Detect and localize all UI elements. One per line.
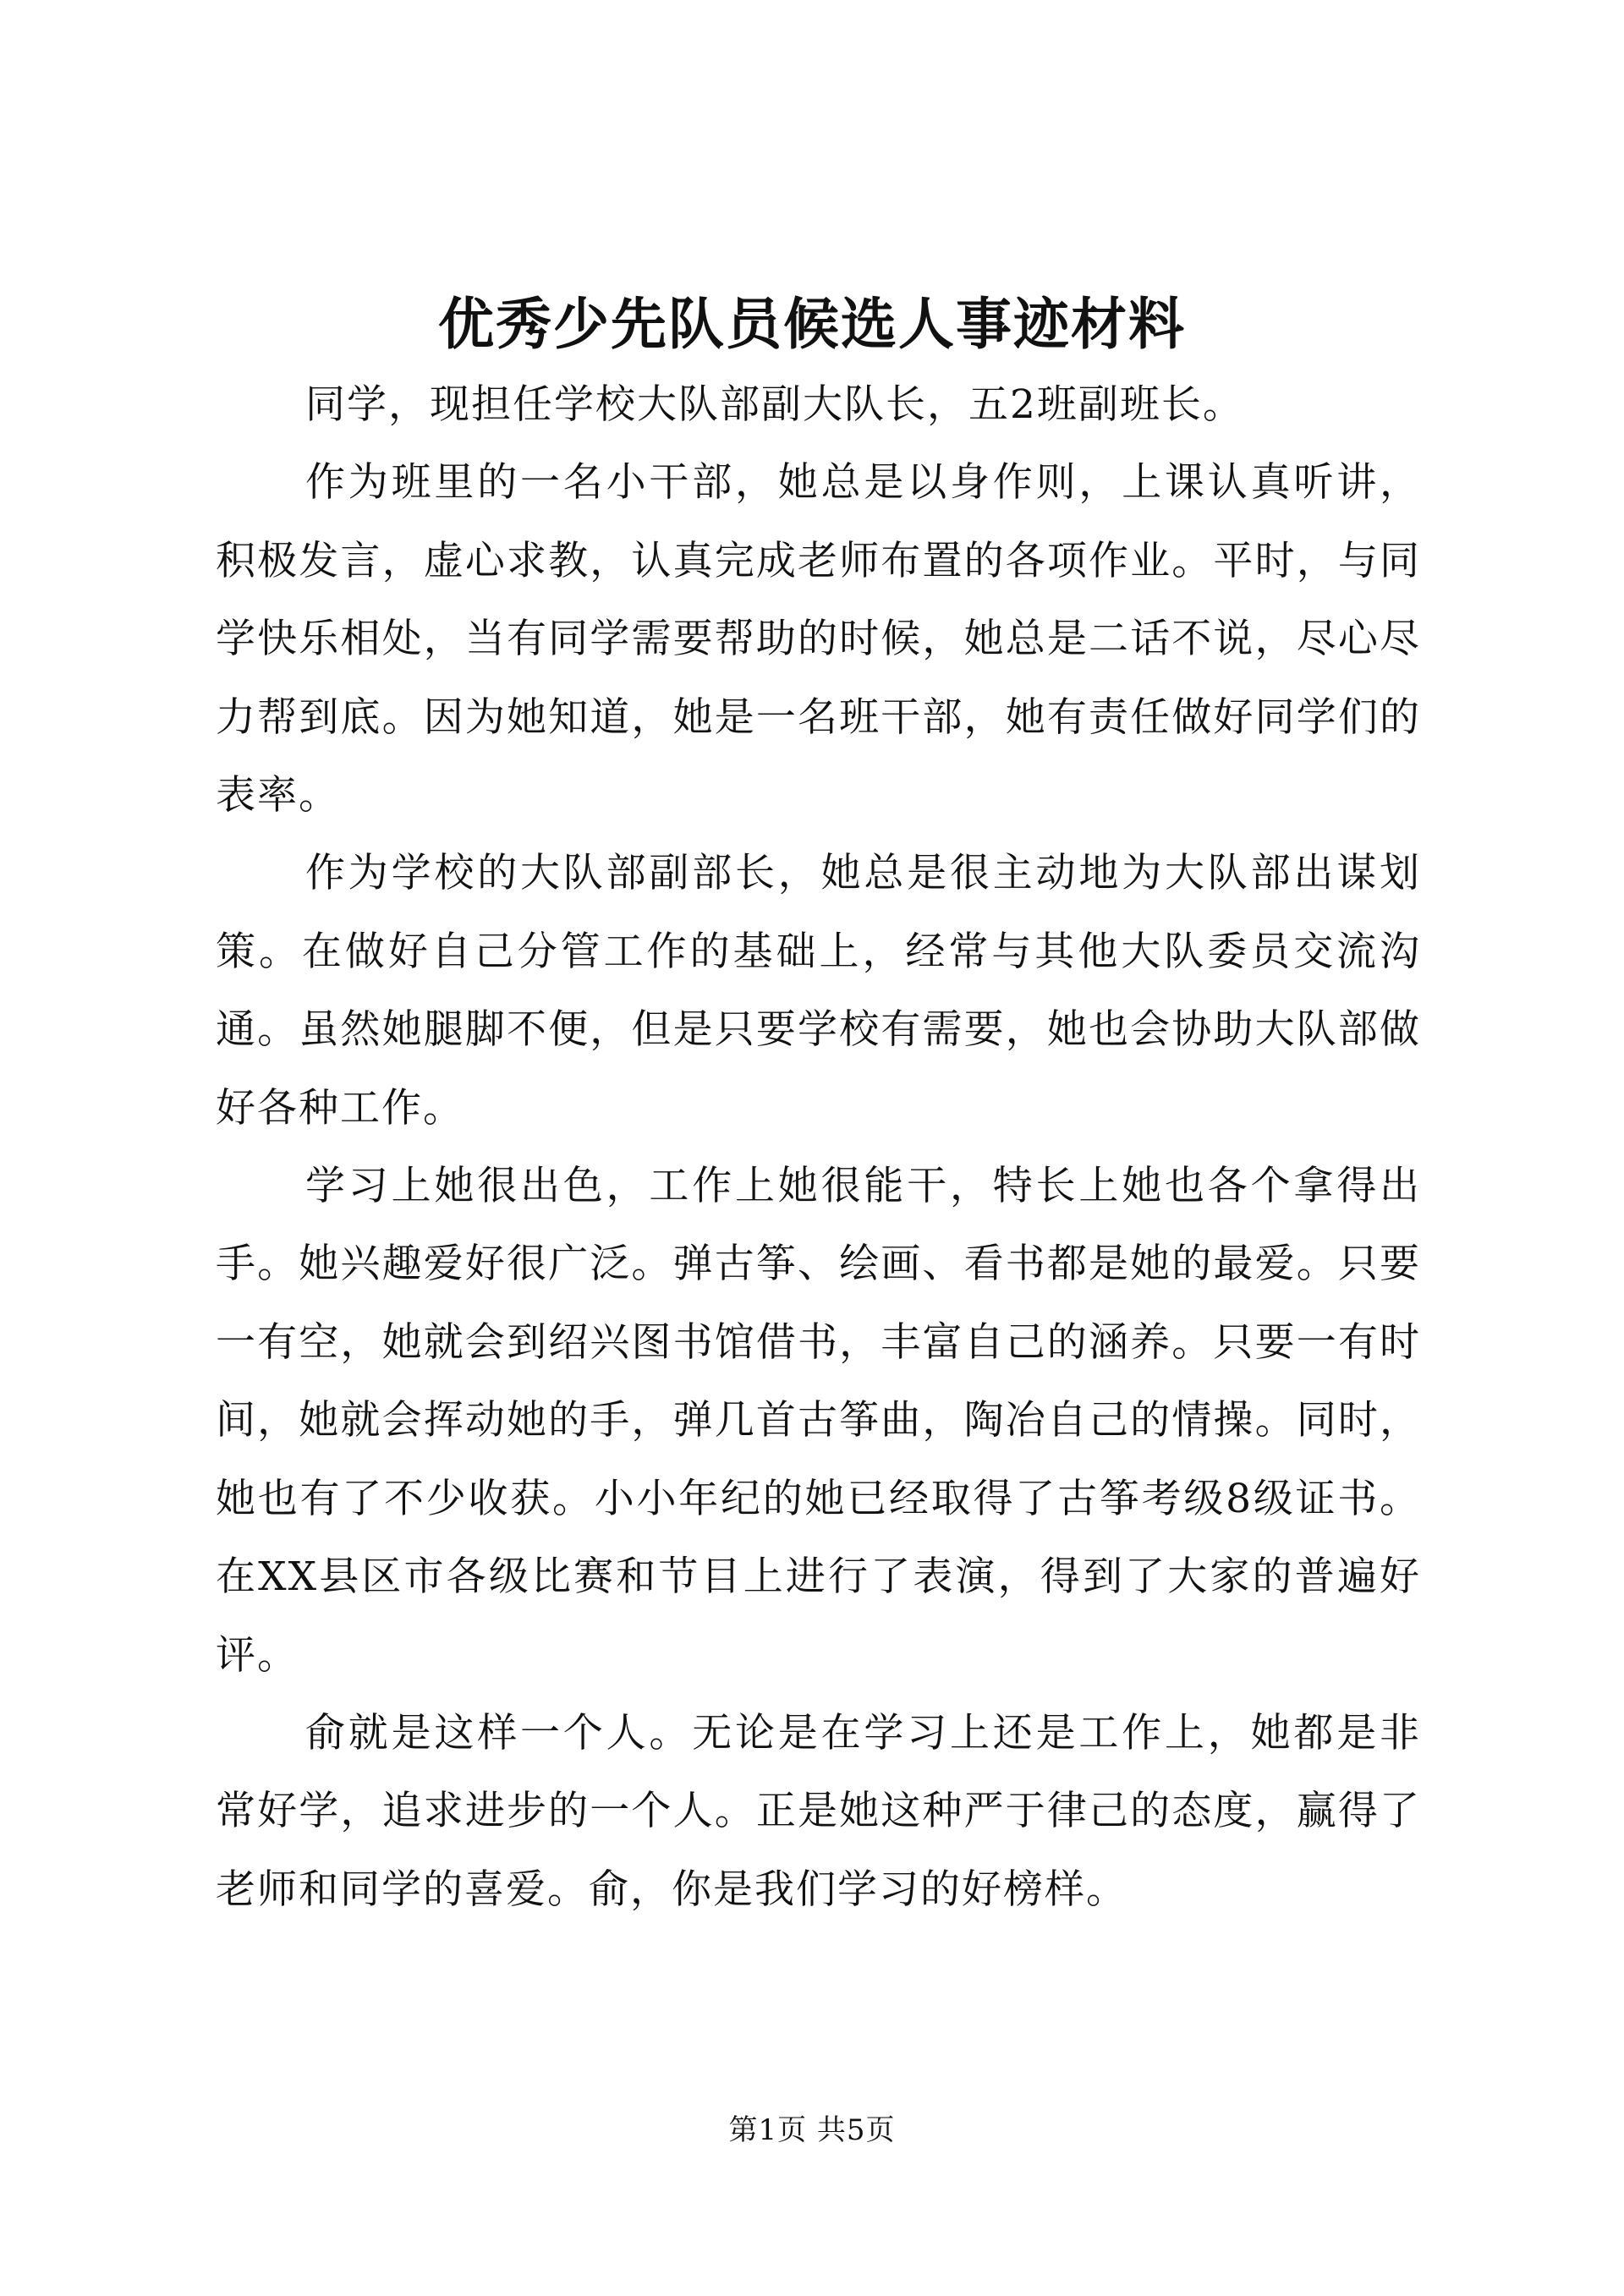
paragraph-summary: 俞就是这样一个人。无论是在学习上还是工作上，她都是非常好学，追求进步的一个人。正是她这种严于律己的态度，赢得了老师和同学的喜爱。俞，你是我们学习的好榜样。 bbox=[216, 1709, 1421, 1913]
page-number-footer: 第1页 共5页 bbox=[728, 2113, 896, 2147]
document-title: 优秀少先队员候选人事迹材料 bbox=[438, 291, 1186, 357]
paragraph-talents: 学习上她很出色，工作上她很能干，特长上她也各个拿得出手。她兴趣爱好很广泛。弹古筝、绘画、看书都是她的最爱。只要一有空，她就会到绍兴图书馆借书，丰富自己的涵养。只要一有时间，她就会挥动她的手，弹几首古筝曲，陶冶自己的情操。同时，她也有了不少收获。小小年纪的她已经取得了古筝考级8级证书。在XX县区市各级比赛和节目上进行了表演，得到了大家的普遍好评。 bbox=[216, 1163, 1421, 1679]
paragraph-brigade-role: 作为学校的大队部副部长，她总是很主动地为大队部出谋划策。在做好自己分管工作的基础上，经常与其他大队委员交流沟通。虽然她腿脚不便，但是只要学校有需要，她也会协助大队部做好各种工作。 bbox=[216, 850, 1421, 1132]
paragraph-class-cadre: 作为班里的一名小干部，她总是以身作则，上课认真听讲，积极发言，虚心求教，认真完成老师布置的各项作业。平时，与同学快乐相处，当有同学需要帮助的时候，她总是二话不说，尽心尽力帮到底。因为她知道，她是一名班干部，她有责任做好同学们的表率。 bbox=[216, 459, 1421, 819]
paragraph-intro: 同学，现担任学校大队部副大队长，五2班副班长。 bbox=[305, 381, 1244, 428]
document-body bbox=[216, 366, 1421, 1929]
